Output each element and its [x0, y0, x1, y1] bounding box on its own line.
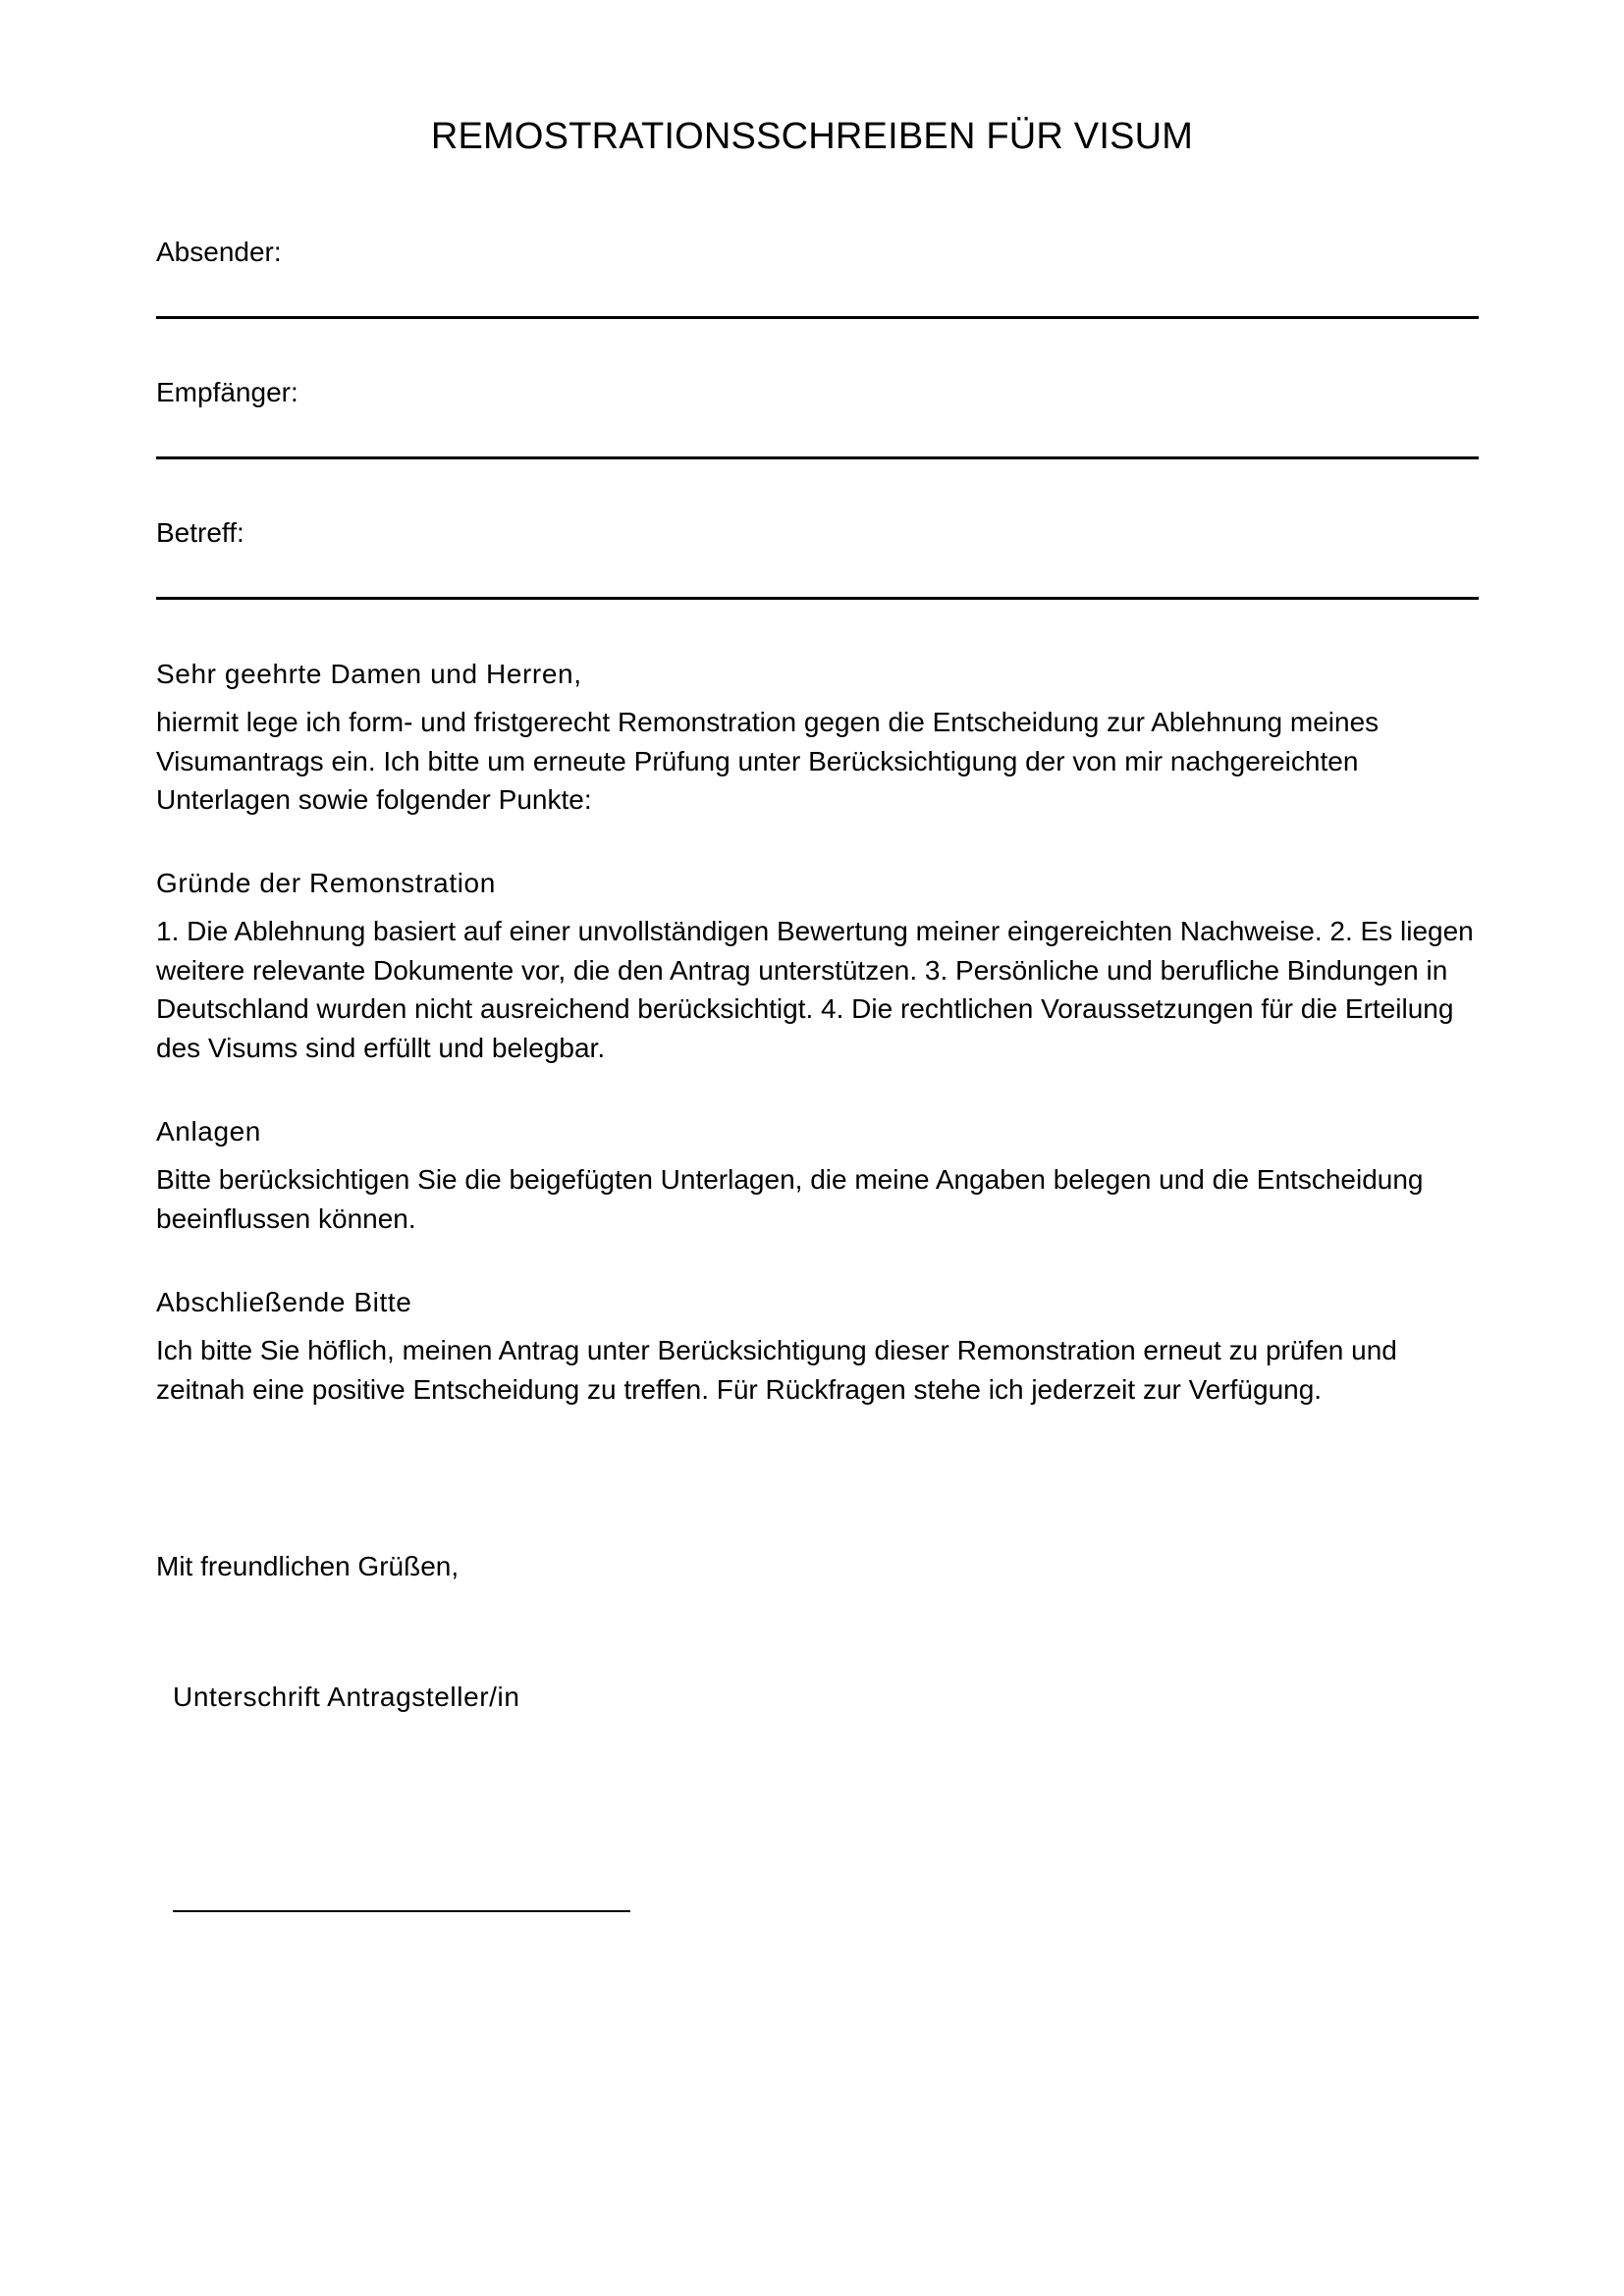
subject-label: Betreff: — [156, 517, 244, 548]
signature-line[interactable] — [173, 1910, 630, 1912]
section-body-reasons: 1. Die Ablehnung basiert auf einer unvollständigen Bewertung meiner eingereichten Nachweise. 2. Es liegen weitere relevante Dokumente vor, die den Antrag unterstützen. 3. Persönliche und berufliche Bindungen in Deutschland wurden nicht ausreichend berücksichtigt. 4. Die rechtlichen Voraussetzungen für die Erteilung des Visums sind erfüllt und belegbar. — [156, 916, 1474, 1063]
recipient-label: Empfänger: — [156, 377, 298, 407]
subject-line[interactable] — [156, 597, 1479, 600]
section-body-final-request: Ich bitte Sie höflich, meinen Antrag unter Berücksichtigung dieser Remonstration erneut zu prüfen und zeitnah eine positive Entscheidung zu treffen. Für Rückfragen stehe ich jederzeit zur Verfügung. — [156, 1335, 1397, 1405]
section-heading-reasons: Gründe der Remonstration — [156, 868, 496, 898]
section-heading-final-request: Abschließende Bitte — [156, 1287, 412, 1317]
section-body-attachments: Bitte berücksichtigen Sie die beigefügten Unterlagen, die meine Angaben belegen und die Entscheidung beeinflussen können. — [156, 1164, 1424, 1234]
recipient-line[interactable] — [156, 456, 1479, 459]
sender-label: Absender: — [156, 237, 282, 267]
sender-line[interactable] — [156, 316, 1479, 319]
closing-line: Mit freundlichen Grüßen, — [156, 1551, 460, 1581]
intro-paragraph: hiermit lege ich form- und fristgerecht Remonstration gegen die Entscheidung zur Ablehnung meines Visumantrags ein. Ich bitte um erneute Prüfung unter Berücksichtigung der von mir nachgereichten Unterlagen sowie folgender Punkte: — [156, 707, 1380, 815]
document-title: REMOSTRATIONSSCHREIBEN FÜR VISUM — [430, 116, 1194, 157]
section-heading-attachments: Anlagen — [156, 1116, 261, 1147]
signature-label: Unterschrift Antragsteller/in — [173, 1682, 520, 1712]
salutation: Sehr geehrte Damen und Herren, — [156, 659, 582, 689]
